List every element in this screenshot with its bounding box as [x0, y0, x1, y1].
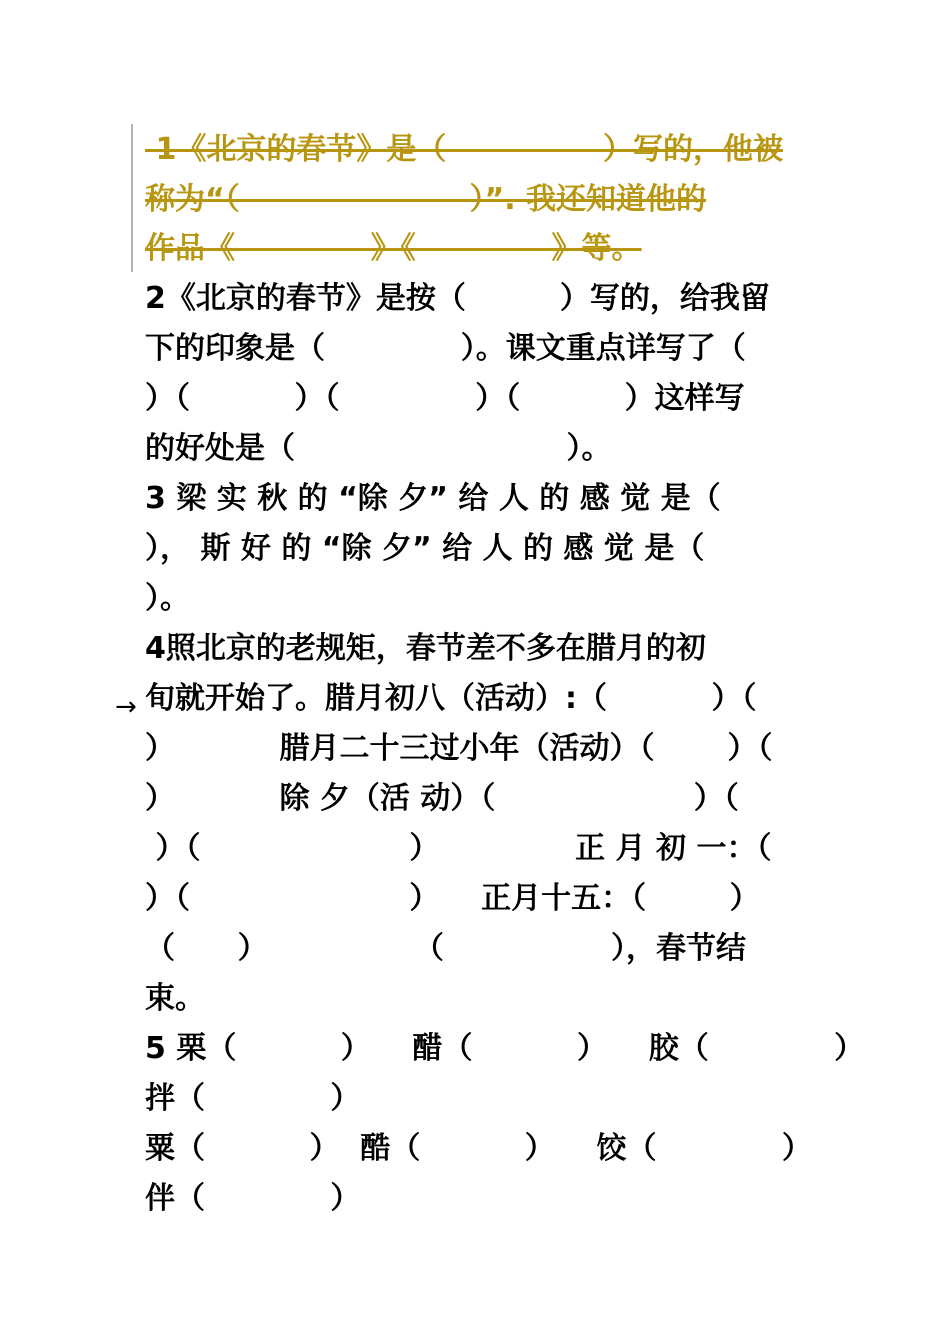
- q5-line-1: 5 栗（ ） 醋（ ） 胶（ ）: [145, 1031, 865, 1066]
- tab-arrow-icon: →: [115, 692, 137, 722]
- q5-line-3: 粟（ ） 酷（ ） 饺（ ）: [145, 1131, 812, 1166]
- q4-line-4: ） 除 夕（活 动）（ ）（: [145, 781, 739, 816]
- q4-line-1: 4照北京的老规矩，春节差不多在腊月的初: [145, 631, 706, 666]
- q2-line-1: 2《北京的春节》是按（ ）写的，给我留: [145, 281, 770, 316]
- q2-line-4: 的好处是（ ）。: [145, 431, 612, 466]
- q4-line-6: ）（ ） 正月十五：（ ）: [145, 881, 760, 916]
- q3-line-1: 3 梁 实 秋 的 “除 夕” 给 人 的 感 觉 是（: [145, 481, 721, 516]
- q3-line-2: ）， 斯 好 的 “除 夕” 给 人 的 感 觉 是（: [145, 531, 705, 566]
- q4-line-5: ）（ ） 正 月 初 一：（: [145, 831, 772, 866]
- revision-bar: [131, 124, 133, 272]
- q1-line-3: 作品《 》《 》等。: [145, 231, 642, 266]
- q5-line-4: 伴（ ）: [145, 1181, 361, 1216]
- q5-line-2: 拌（ ）: [145, 1081, 361, 1116]
- q2-line-3: ）（ ）（ ）（ ）这样写: [145, 381, 745, 416]
- q3-line-3: ）。: [145, 581, 190, 616]
- q2-line-2: 下的印象是（ ）。课文重点详写了（: [145, 331, 746, 366]
- q4-line-3: ） 腊月二十三过小年（活动）（ ）（: [145, 731, 773, 766]
- q4-line-8: 束。: [145, 981, 205, 1016]
- q1-line-1: 1《北京的春节》是（ ）写的，他被: [145, 132, 783, 167]
- q1-line-2: 称为“（ ）”. 我还知道他的: [145, 182, 707, 217]
- q4-line-2: 旬就开始了。腊月初八（活动）:（ ）（: [145, 681, 757, 716]
- q4-line-7: （ ） （ ），春节结: [145, 931, 746, 966]
